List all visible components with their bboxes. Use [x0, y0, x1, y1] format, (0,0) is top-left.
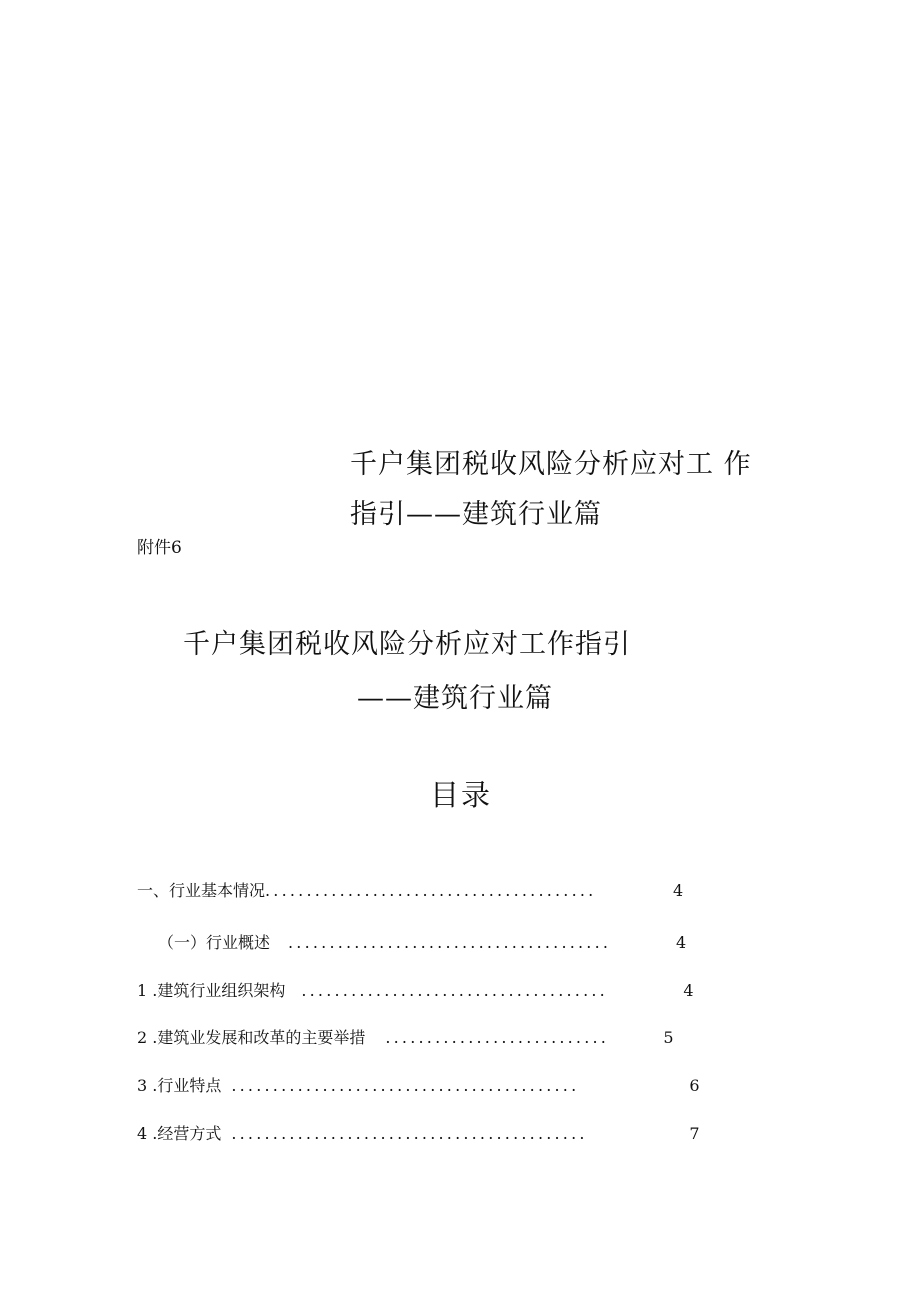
- toc-entry-label: 4 .经营方式: [137, 1124, 222, 1143]
- toc-page-number: 7: [689, 1124, 700, 1143]
- toc-page-number: 4: [673, 881, 684, 900]
- toc-entry-label: （一）行业概述: [158, 933, 271, 952]
- toc-entry[interactable]: [137, 1025, 674, 1048]
- toc-heading: 目录: [430, 778, 493, 812]
- toc-entry[interactable]: [137, 878, 683, 901]
- toc-entry-label: 2 .建筑业发展和改革的主要举措: [137, 1028, 366, 1047]
- toc-leader-dots: ..........................................: [231, 1076, 580, 1095]
- cover-title-line-1: 千户集团税收风险分析应对工 作: [350, 449, 752, 480]
- toc-leader-dots: .....................................: [301, 981, 608, 1000]
- toc-entry-label: 3 .行业特点: [137, 1076, 222, 1095]
- toc-entry[interactable]: [137, 978, 694, 1001]
- toc-leader-dots: ...........................: [385, 1028, 610, 1047]
- toc-page-number: 4: [683, 981, 694, 1000]
- toc-page-number: 6: [689, 1076, 700, 1095]
- toc-entry-label: 1 .建筑行业组织架构: [137, 981, 286, 1000]
- toc-leader-dots: .......................................: [288, 933, 612, 952]
- toc-entry[interactable]: [137, 1073, 700, 1096]
- toc-leader-dots: ........................................: [265, 881, 597, 900]
- toc-entry-label: 一、行业基本情况: [137, 881, 266, 900]
- toc-entry[interactable]: [158, 930, 686, 953]
- main-title-line-2: ——建筑行业篇: [357, 683, 553, 714]
- main-title-line-1: 千户集团税收风险分析应对工作指引: [183, 629, 631, 660]
- cover-title-line-2: 指引——建筑行业篇: [350, 499, 602, 530]
- attachment-label: 附件6: [137, 538, 182, 558]
- toc-leader-dots: ...........................................: [231, 1124, 588, 1143]
- toc-page-number: 4: [676, 933, 687, 952]
- toc-entry[interactable]: [137, 1121, 700, 1144]
- toc-page-number: 5: [663, 1028, 674, 1047]
